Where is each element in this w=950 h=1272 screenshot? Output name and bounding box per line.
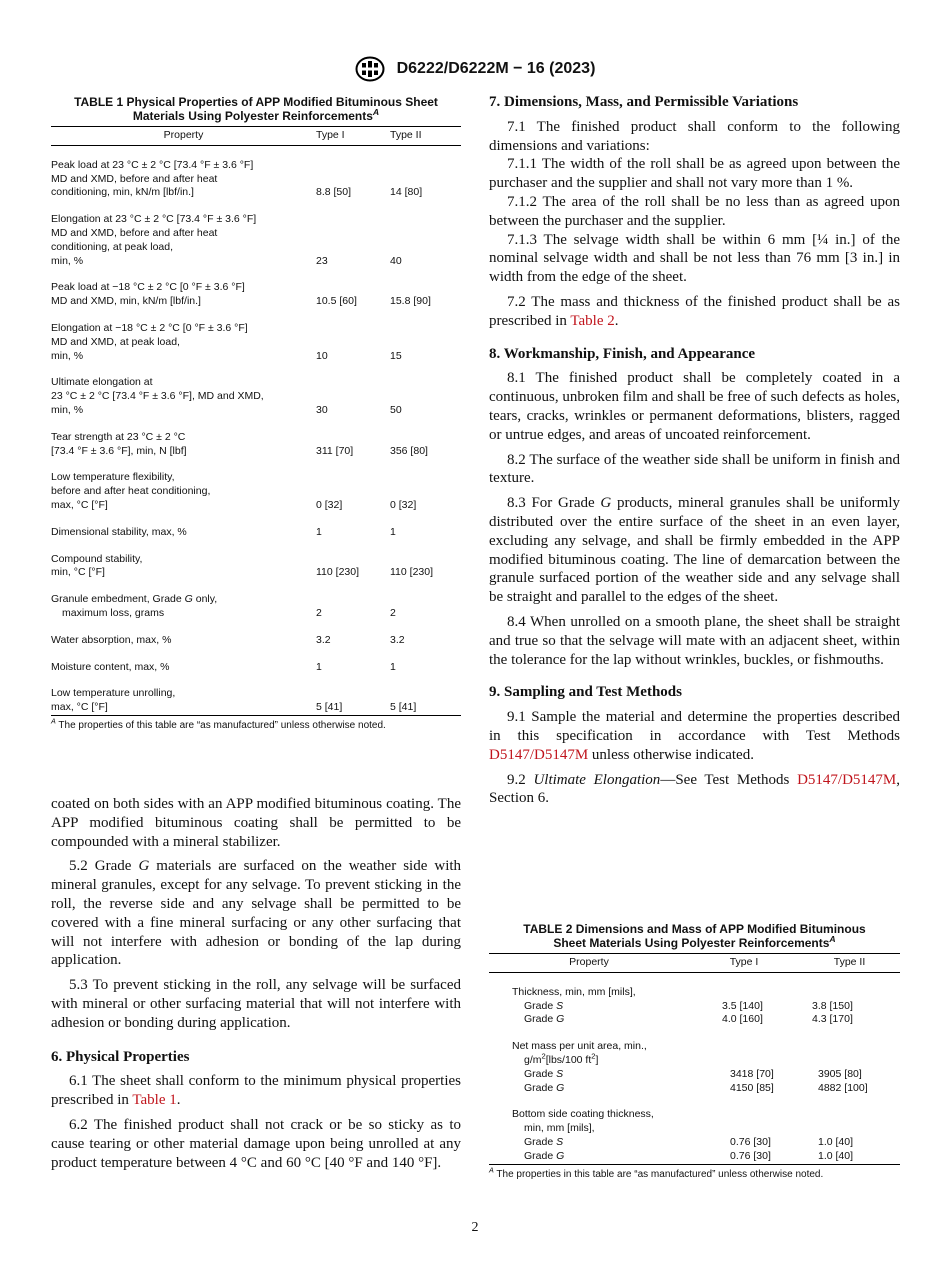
table2-row xyxy=(489,1054,900,1068)
paragraph-5-3: 5.3 To prevent sticking in the roll, any selvage will be surfaced with mineral or other surfacing material that will not interfere with adhesion or bonding during application. xyxy=(51,977,461,1031)
table1-type1-cell: 311 [70] xyxy=(316,444,354,457)
table2-cell: 3.8 [150] xyxy=(812,999,853,1012)
table1-type2-cell: 15 xyxy=(390,349,402,362)
table2-spacer xyxy=(489,1095,900,1108)
d5147-link-1[interactable]: D5147/D5147M xyxy=(489,746,589,763)
table2-cell: 1.0 [40] xyxy=(818,1135,854,1148)
table2-grade-cell: Grade G xyxy=(524,1081,565,1094)
table1-spacer xyxy=(51,674,461,687)
table1-type1-cell: 5 [41] xyxy=(316,687,390,715)
table1-property-cell xyxy=(51,431,316,459)
table1-property-line: min, % xyxy=(51,254,84,267)
table2-row xyxy=(489,1068,900,1082)
table2-link[interactable]: Table 2 xyxy=(570,312,615,329)
section-9-heading: 9. Sampling and Test Methods xyxy=(489,684,682,701)
table2-cell: 3418 [70] xyxy=(730,1067,774,1080)
table2-footnote-text: The properties in this table are “as manufactured” unless otherwise noted. xyxy=(496,1168,824,1180)
table2-grade-cell: Grade G xyxy=(524,1013,565,1026)
table1-row xyxy=(51,471,461,512)
table2-col-type1: Type I xyxy=(689,954,799,973)
table1-spacer xyxy=(51,268,461,281)
table1-spacer xyxy=(51,200,461,213)
table1-property-cell xyxy=(51,661,316,675)
d5147-link-2[interactable]: D5147/D5147M xyxy=(797,771,897,788)
table1-footnote-mark: A xyxy=(51,716,56,726)
table2-spacer xyxy=(489,972,900,986)
table2-cell: 0.76 [30] xyxy=(689,1150,799,1164)
table1-property-line: Elongation at −18 °C ± 2 °C [0 °F ± 3.6 °F] xyxy=(51,321,248,334)
section-8-heading: 8. Workmanship, Finish, and Appearance xyxy=(489,345,756,362)
table1-property-line: conditioning, at peak load, xyxy=(51,240,174,253)
table1-property-line: Compound stability, xyxy=(51,552,143,565)
table2-caption xyxy=(489,922,900,950)
table2-grade-cell: Grade S xyxy=(524,1135,564,1148)
table1-property-line: [73.4 °F ± 3.6 °F], min, N [lbf] xyxy=(51,444,187,457)
paragraph-7-1-1: 7.1.1 The width of the roll shall be as agreed upon between the purchaser and the supplier and shall not vary more than 1 %. xyxy=(489,156,900,192)
table1-link[interactable]: Table 1 xyxy=(132,1092,177,1109)
table1-spacer xyxy=(51,145,461,159)
table1-type1-cell: 30 xyxy=(316,403,328,416)
table1-property-line: 23 °C ± 2 °C [73.4 °F ± 3.6 °F], MD and XMD, xyxy=(51,390,264,403)
table1-type1-cell: 1 xyxy=(316,660,322,673)
table1-row xyxy=(51,281,461,309)
table1-caption xyxy=(51,95,461,123)
table2-row xyxy=(489,1082,900,1096)
table1-type1-cell: 1 xyxy=(316,525,322,538)
table1-property-line: Water absorption, max, % xyxy=(51,633,172,646)
table2-caption-line1: TABLE 2 Dimensions and Mass of APP Modified Bituminous xyxy=(523,922,866,936)
table1-type2-cell: 40 xyxy=(390,254,402,267)
table1-property-line: Peak load at 23 °C ± 2 °C [73.4 °F ± 3.6 °F] xyxy=(51,158,254,171)
table1-property-line: Tear strength at 23 °C ± 2 °C xyxy=(51,430,186,443)
table1-property-line: max, °C [°F] xyxy=(51,701,108,714)
paragraph-6-1: 6.1 The sheet shall conform to the minimum physical properties prescribed in Table 1. xyxy=(51,1073,461,1109)
table1-property-line: Peak load at −18 °C ± 2 °C [0 °F ± 3.6 °F] xyxy=(51,281,245,294)
table1-property-line: Elongation at 23 °C ± 2 °C [73.4 °F ± 3.6 °F] xyxy=(51,213,257,226)
table1-row xyxy=(51,593,461,621)
table1-body xyxy=(51,145,461,715)
paragraph-8-4: 8.4 When unrolled on a smooth plane, the sheet shall be straight and true so that the selvage will mate with an adjacent sheet, within the tolerance for the lap without wrinkles, buckles, or fishmouths. xyxy=(489,613,900,668)
table1-row xyxy=(51,159,461,200)
table2-coating-unit: min, mm [mils], xyxy=(524,1122,595,1135)
section-6-heading: 6. Physical Properties xyxy=(51,1048,190,1065)
table1-property-line: Low temperature flexibility, xyxy=(51,471,175,484)
paragraph-9-2: 9.2 Ultimate Elongation—See Test Methods D5147/D5147M, Section 6. xyxy=(489,771,900,807)
table1-caption-line2: Materials Using Polyester Reinforcements$^A$ xyxy=(132,107,380,123)
table2-coating-label: Bottom side coating thickness, xyxy=(512,1108,654,1121)
table1-col-type1: Type I xyxy=(316,127,390,146)
paragraph-5-1-continued: coated on both sides with an APP modified bituminous coating. The APP modified bituminous coating shall be permitted to be compounded with a mineral stabilizer. xyxy=(51,796,461,850)
table1-property-cell xyxy=(51,526,316,540)
table1-type1-cell: 8.8 [50] xyxy=(316,186,352,199)
table1-type2-cell: 50 xyxy=(390,403,402,416)
table2-footnote xyxy=(489,1165,900,1181)
table2 xyxy=(489,953,900,1165)
table1-row xyxy=(51,376,461,417)
table1-property-line: Moisture content, max, % xyxy=(51,660,170,673)
paragraph-7-1: 7.1 The finished product shall conform to the following dimensions and variations: xyxy=(489,118,900,154)
table1-spacer xyxy=(51,580,461,593)
table1-spacer xyxy=(51,458,461,471)
table1-row xyxy=(51,687,461,715)
table1-type1-cell: 3.2 xyxy=(316,633,331,646)
table2-row xyxy=(489,1013,900,1027)
paragraph-8-2: 8.2 The surface of the weather side shall be uniform in finish and texture. xyxy=(489,451,900,487)
table1-spacer xyxy=(51,540,461,553)
table1-property-line: min, % xyxy=(51,403,84,416)
table1-type1-cell: 23 xyxy=(316,254,328,267)
table2-thickness-label: Thickness, min, mm [mils], xyxy=(512,985,636,998)
table2-row xyxy=(489,1150,900,1164)
table1-spacer xyxy=(51,513,461,526)
table1-type2-cell: 2 xyxy=(390,606,396,619)
table1-type2-cell: 5 [41] xyxy=(390,687,461,715)
standard-designation: D6222/D6222M − 16 (2023) xyxy=(396,60,596,77)
table2-cell: 3.5 [140] xyxy=(722,999,763,1012)
table1-caption-note-mark: A xyxy=(372,107,380,117)
table2-block xyxy=(489,922,900,1181)
table1-type1-cell: 0 [32] xyxy=(316,498,343,511)
table1-property-line: MD and XMD, before and after heat xyxy=(51,226,218,239)
table1-property-cell xyxy=(51,213,316,268)
table1-property-line: MD and XMD, before and after heat xyxy=(51,172,218,185)
table1-property-line: MD and XMD, at peak load, xyxy=(51,335,180,348)
table1-property-line: Dimensional stability, max, % xyxy=(51,525,187,538)
table1-spacer xyxy=(51,621,461,634)
table1-type2-cell: 110 [230] xyxy=(390,566,434,579)
table2-body xyxy=(489,972,900,1164)
table1-property-line: Granule embedment, Grade G only, xyxy=(51,593,218,606)
table2-cell: 4150 [85] xyxy=(730,1081,774,1094)
table2-cell: 0.76 [30] xyxy=(730,1135,771,1148)
table2-grade-cell: Grade S xyxy=(524,999,564,1012)
table1-col-property: Property xyxy=(51,127,316,146)
table1-footnote-text: The properties of this table are “as manufactured” unless otherwise noted. xyxy=(58,719,386,731)
table1-spacer xyxy=(51,363,461,376)
table1-property-cell xyxy=(51,471,316,512)
table2-cell: 4.0 [160] xyxy=(722,1013,763,1026)
table2-mass-label: Net mass per unit area, min., xyxy=(512,1040,647,1053)
table2-col-type2: Type II xyxy=(799,954,900,973)
table1-property-cell xyxy=(51,322,316,363)
table2-row xyxy=(489,1108,900,1122)
table1-property-line: min, °C [°F] xyxy=(51,566,105,579)
paragraph-7-2: 7.2 The mass and thickness of the finished product shall be as prescribed in Table 2. xyxy=(489,293,900,329)
table1-spacer xyxy=(51,418,461,431)
paragraph-6-2: 6.2 The finished product shall not crack or be so sticky as to cause tearing or other material damage upon being unrolled at any product temperature between 4 °C and 60 °C [40 °F and 140 °F]. xyxy=(51,1116,461,1171)
table2-cell: 4.3 [170] xyxy=(812,1013,853,1026)
table2-grade-cell: Grade S xyxy=(524,1067,564,1080)
table1-type1-cell: 10.5 [60] xyxy=(316,295,357,308)
table1 xyxy=(51,126,461,716)
table1-property-cell xyxy=(51,376,316,417)
table2-footnote-mark: A xyxy=(489,1165,494,1175)
paragraph-8-1: 8.1 The finished product shall be completely coated in a continuous, unbroken film and shall be free of such defects as holes, tears, cracks, wrinkles or permanent deformations, blisters, ragged or untrue edges, and areas of uncoated reinforcement. xyxy=(489,370,900,443)
table2-row xyxy=(489,1000,900,1014)
table1-property-line: min, % xyxy=(51,349,84,362)
table2-cell: 1.0 [40] xyxy=(799,1150,900,1164)
table1-property-cell xyxy=(51,281,316,309)
table1-type2-cell: 0 [32] xyxy=(390,498,417,511)
table1-row xyxy=(51,213,461,268)
table1-caption-line1: TABLE 1 Physical Properties of APP Modified Bituminous Sheet xyxy=(74,95,438,109)
table1-block xyxy=(51,95,461,732)
table1-property-line: MD and XMD, min, kN/m [lbf/in.] xyxy=(51,295,201,308)
table2-cell: 4882 [100] xyxy=(818,1081,868,1094)
table1-property-cell xyxy=(51,634,316,648)
table1-property-line: conditioning, min, kN/m [lbf/in.] xyxy=(51,186,194,199)
table2-mass-unit: $g/m^2[lbs/100$ $ft^2$] xyxy=(524,1051,599,1066)
page-number: 2 xyxy=(471,1220,479,1235)
table1-property-line: max, °C [°F] xyxy=(51,498,108,511)
table1-col-type2: Type II xyxy=(390,127,461,146)
table1-type2-cell: 14 [80] xyxy=(390,186,423,199)
table1-type2-cell: 356 [80] xyxy=(390,444,428,457)
table1-type2-cell: 1 xyxy=(390,660,396,673)
table2-row xyxy=(489,1136,900,1150)
table2-caption-line2: Sheet Materials Using Polyester Reinforcements$^A$ xyxy=(553,934,836,950)
table1-type2-cell: 1 xyxy=(390,525,396,538)
table1-row xyxy=(51,431,461,459)
table1-row xyxy=(51,322,461,363)
section-7-heading: 7. Dimensions, Mass, and Permissible Variations xyxy=(489,94,799,110)
table1-property-cell xyxy=(51,159,316,200)
table1-row xyxy=(51,661,461,675)
table1-footnote xyxy=(51,716,461,732)
astm-logo-icon xyxy=(355,56,385,82)
table1-property-line: maximum loss, grams xyxy=(62,606,165,619)
paragraph-8-3: 8.3 For Grade G products, mineral granules shall be uniformly distributed over the entire surface of the sheet in an even layer, excluding any selvage, and shall be firmly embedded in the APP modified bituminous coating. The line of demarcation between the granule surfaced portion of the weather side and any selvage shall be straight and parallel to the edges of the sheet. xyxy=(489,495,901,606)
table2-spacer xyxy=(489,1027,900,1040)
table2-cell: 3905 [80] xyxy=(818,1067,862,1080)
paragraph-7-1-2: 7.1.2 The area of the roll shall be no less than as agreed upon between the purchaser and the supplier. xyxy=(489,193,900,229)
table1-header-row xyxy=(51,127,461,146)
table1-property-line: before and after heat conditioning, xyxy=(51,485,211,498)
paragraph-7-1-3: 7.1.3 The selvage width shall be within 6 mm [¼ in.] of the nominal selvage width and shall be not less than 76 mm [3 in.] in width from the edge of the sheet. xyxy=(489,231,900,286)
table1-property-line: Ultimate elongation at xyxy=(51,376,153,389)
table2-caption-note-mark: A xyxy=(829,934,836,944)
right-body-text xyxy=(489,93,900,808)
table2-col-property: Property xyxy=(489,954,689,973)
table1-type2-cell: 15.8 [90] xyxy=(390,295,431,308)
table1-row xyxy=(51,553,461,581)
table1-property-line: Low temperature unrolling, xyxy=(51,687,176,700)
table2-header-row xyxy=(489,954,900,973)
table1-type1-cell: 2 xyxy=(316,606,322,619)
table2-row xyxy=(489,986,900,1000)
table1-type1-cell: 110 [230] xyxy=(316,566,360,579)
table1-property-cell xyxy=(51,553,316,581)
table1-property-cell xyxy=(51,593,316,621)
table1-row xyxy=(51,526,461,540)
paragraph-5-2: 5.2 Grade G materials are surfaced on the weather side with mineral granules, except for any selvage. To prevent sticking in the roll, the reverse side and any selvage shall be permitted to be covered with a fine mineral surfacing or any other surfacing that will not interfere with adhesion or bonding of the lap during application. xyxy=(51,858,462,969)
table1-spacer xyxy=(51,648,461,661)
table2-row xyxy=(489,1040,900,1054)
left-body-text xyxy=(51,795,461,1172)
table1-spacer xyxy=(51,309,461,322)
table1-type1-cell: 10 xyxy=(316,349,328,362)
page-header xyxy=(0,56,950,82)
table1-type2-cell: 3.2 xyxy=(390,633,405,646)
table1-property-cell xyxy=(51,687,316,715)
table2-row xyxy=(489,1122,900,1136)
table1-row xyxy=(51,634,461,648)
table2-grade-cell: Grade G xyxy=(489,1150,689,1164)
paragraph-9-1: 9.1 Sample the material and determine the properties described in this specification in accordance with Test Methods D5147/D5147M unless otherwise indicated. xyxy=(489,709,900,763)
